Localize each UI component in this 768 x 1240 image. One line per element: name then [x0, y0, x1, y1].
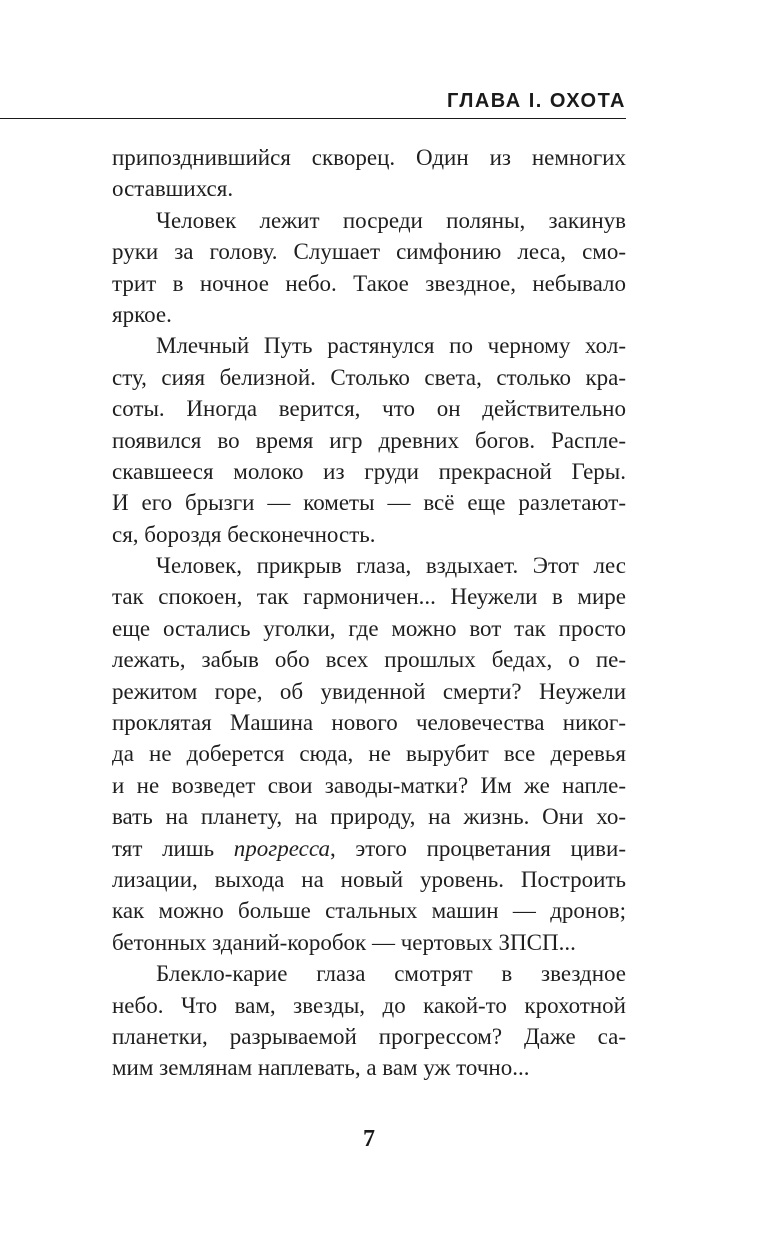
text-line: как можно больше стальных машин — дронов; [112, 898, 626, 924]
paragraph [112, 205, 626, 331]
text-line: мим землянам наплевать, а вам уж точно... [112, 1055, 530, 1081]
paragraph [112, 142, 626, 205]
text-fragment: тят лишь [112, 835, 234, 861]
text-line: яркое. [112, 301, 172, 327]
text-line: небо. Что вам, звезды, до какой-то крохотной [112, 992, 626, 1018]
text-line: Человек, прикрыв глаза, вздыхает. Этот лес [156, 553, 626, 579]
text-line: планетки, разрываемой прогрессом? Даже са- [112, 1023, 626, 1049]
paragraph [112, 958, 626, 1084]
text-line: так спокоен, так гармоничен... Неужели в мире [112, 584, 626, 610]
text-line: ся, бороздя бесконечность. [112, 521, 376, 547]
text-line: скавшееся молоко из груди прекрасной Геры. [112, 458, 626, 484]
text-line: лежать, забыв обо всех прошлых бедах, о пе- [112, 647, 626, 673]
text-line: лизации, выхода на новый уровень. Построить [112, 866, 626, 892]
text-line: оставшихся. [112, 176, 234, 202]
page-number: 7 [363, 1126, 375, 1152]
paragraph [112, 550, 626, 958]
text-line: появился во время игр древних богов. Распле- [112, 427, 626, 453]
text-line: соты. Иногда верится, что он действительно [112, 396, 626, 422]
text-line: бетонных зданий-коробок — чертовых ЗПСП... [112, 929, 576, 955]
text-line: Млечный Путь растянулся по черному хол- [156, 333, 626, 359]
text-line-with-emphasis [112, 833, 626, 864]
text-line: сту, сияя белизной. Столько света, столько кра- [112, 364, 626, 390]
chapter-title: ГЛАВА I. ОХОТА [446, 90, 626, 112]
paragraph [112, 330, 626, 550]
text-fragment: , этого процветания циви- [329, 835, 626, 861]
text-line: и не возведет свои заводы-матки? Им же напле- [112, 772, 626, 798]
text-line: припозднившийся скворец. Один из немногих [112, 145, 626, 170]
page-body [112, 142, 626, 1084]
text-line: режитом горе, об увиденной смерти? Неужели [112, 678, 626, 704]
text-line: еще остались уголки, где можно вот так просто [112, 615, 626, 641]
text-line: И его брызги — кометы — всё еще разлетают- [112, 490, 626, 516]
emphasized-word: прогресса [233, 835, 330, 861]
running-header [0, 82, 626, 119]
text-line: проклятая Машина нового человечества никог- [112, 710, 626, 736]
text-line: да не доберется сюда, не вырубит все деревья [112, 741, 626, 767]
text-line: вать на планету, на природу, на жизнь. Они хо- [112, 804, 626, 830]
text-line: Блекло-карие глаза смотрят в звездное [156, 961, 626, 987]
text-line: трит в ночное небо. Такое звездное, небывало [112, 270, 626, 296]
text-line: руки за голову. Слушает симфонию леса, смо- [112, 239, 626, 265]
text-line: Человек лежит посреди поляны, закинув [156, 207, 626, 233]
